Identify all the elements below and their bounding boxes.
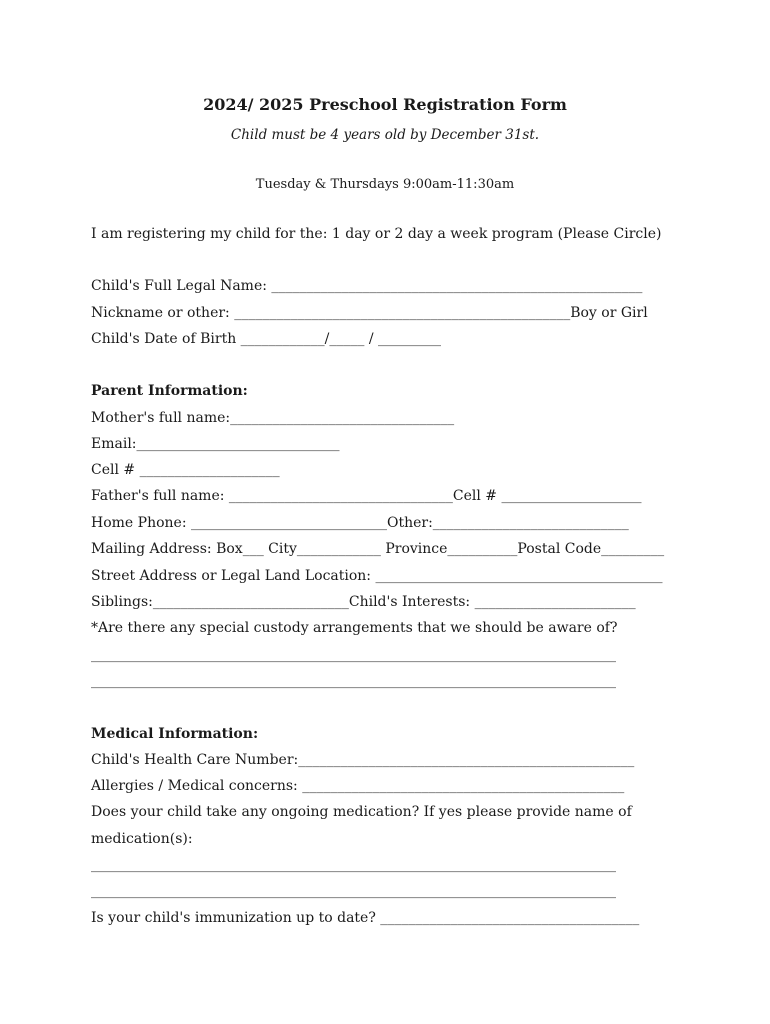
medication-answer-line: ___________________________________________________________________________ [91,883,616,899]
immunization-field: Is your child's immunization up to date? _____________________________________ [91,910,640,926]
health-care-number-field: Child's Health Care Number:________________________________________________ [91,752,635,768]
custody-question: *Are there any special custody arrangements that we should be aware of? [91,620,618,636]
mailing-address-field: Mailing Address: Box___ City____________ Province__________Postal Code_________ [91,541,665,557]
age-requirement: Child must be 4 years old by December 31st. [230,127,540,143]
medication-answer-line: ___________________________________________________________________________ [91,857,616,873]
cell-field: Cell # ____________________ [91,462,280,478]
parent-info-heading: Parent Information: [91,383,248,399]
custody-answer-line: ___________________________________________________________________________ [91,647,616,663]
program-selection: I am registering my child for the: 1 day or 2 day a week program (Please Circle) [91,226,662,242]
home-phone-field: Home Phone: ____________________________Other:____________________________ [91,515,629,531]
medication-question: Does your child take any ongoing medication? If yes please provide name of [91,804,632,820]
siblings-interests-field: Siblings:____________________________Child's Interests: _______________________ [91,594,636,610]
mother-name-field: Mother's full name:________________________________ [91,410,455,426]
street-address-field: Street Address or Legal Land Location: _________________________________________ [91,568,663,584]
child-full-name-field: Child's Full Legal Name: _____________________________________________________ [91,278,643,294]
custody-answer-line: ___________________________________________________________________________ [91,673,616,689]
medical-info-heading: Medical Information: [91,726,259,742]
email-field: Email:_____________________________ [91,436,340,452]
nickname-field: Nickname or other: ________________________________________________Boy or Girl [91,305,648,321]
form-title: 2024/ 2025 Preschool Registration Form [203,95,567,114]
father-name-field: Father's full name: ________________________________Cell # ____________________ [91,488,642,504]
date-of-birth-field: Child's Date of Birth ____________/_____ / _________ [91,331,442,347]
schedule: Tuesday & Thursdays 9:00am-11:30am [255,177,515,192]
allergies-field: Allergies / Medical concerns: ______________________________________________ [91,778,625,794]
medication-question-cont: medication(s): [91,831,193,847]
